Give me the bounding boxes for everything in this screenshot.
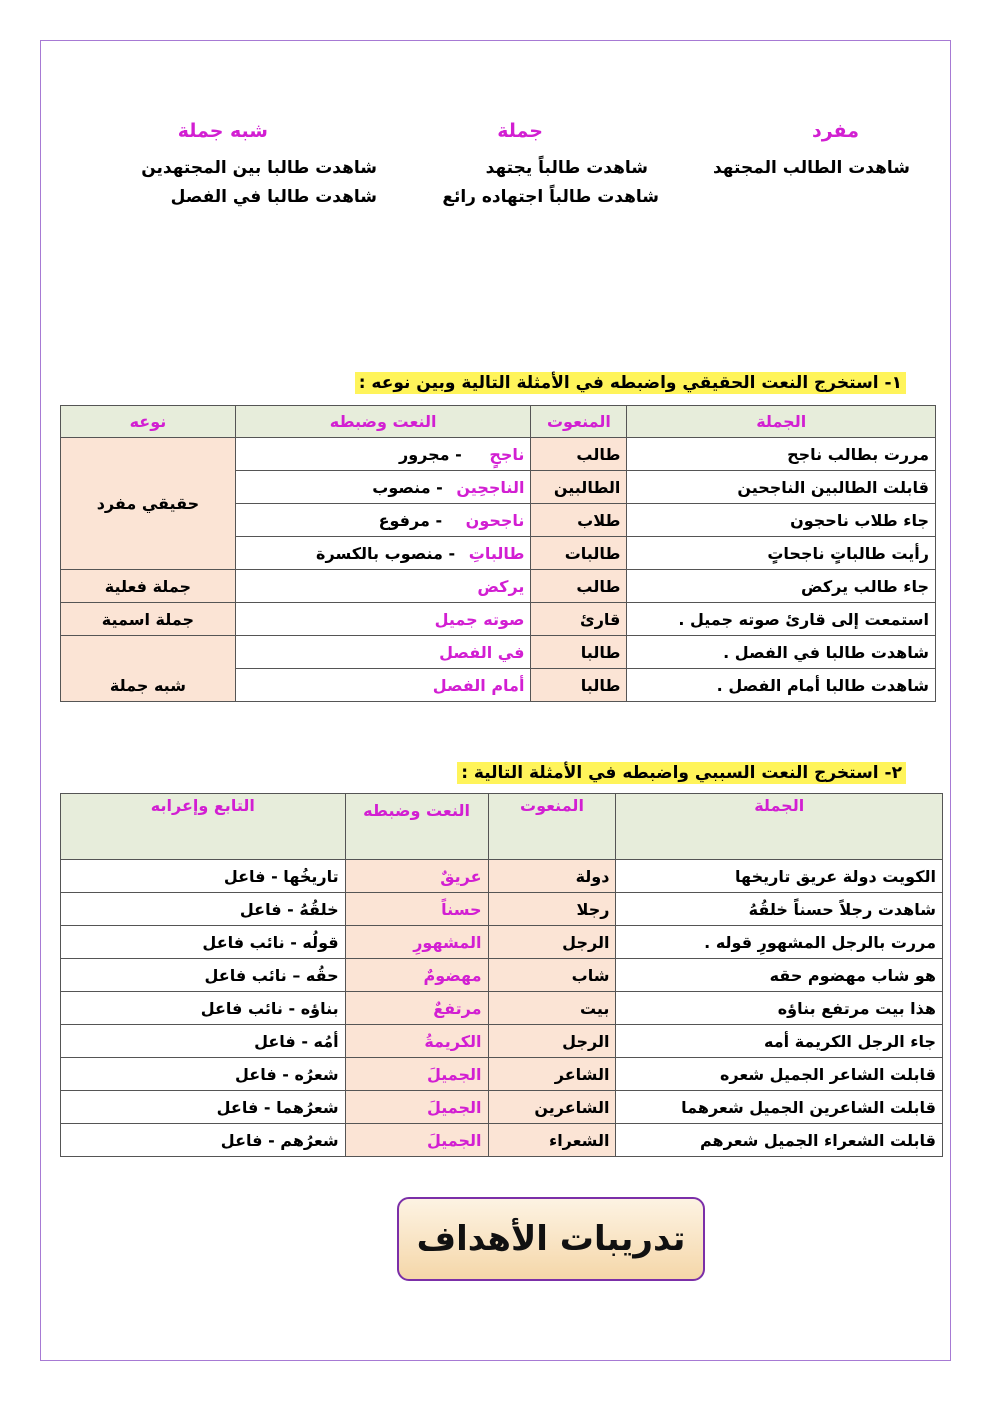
example-mufrad-1: شاهدت الطالب المجتهد [712,158,910,178]
cell-noun: بيت [488,992,616,1025]
cell-adjective: المشهورِ [345,926,488,959]
cell-follower: أمُه - فاعل [61,1025,346,1058]
cell-adjective [235,570,531,603]
cell-adjective: حسناً [345,893,488,926]
cell-noun: طالبا [531,636,627,669]
cell-follower: شعرُهم - فاعل [61,1124,346,1157]
adjective-text: ناجحون [465,510,525,530]
case-text: - مجرور [399,444,462,464]
cell-follower: حقُه – نائب فاعل [61,959,346,992]
cell-sentence: الكويت دولة عريق تاريخها [616,860,943,893]
cell-adjective: مهضومٌ [345,959,488,992]
adjective-text: الناجحِين [456,477,525,497]
cell-noun: دولة [488,860,616,893]
cell-sentence: قابلت الشاعر الجميل شعره [616,1058,943,1091]
cell-sentence: قابلت الشاعرين الجميل شعرهما [616,1091,943,1124]
cell-adjective: مرتفعٌ [345,992,488,1025]
cell-sentence: قابلت الشعراء الجميل شعرهم [616,1124,943,1157]
table-row [61,636,936,669]
adjective-text: في الفصل [439,642,525,662]
cell-noun: رجلا [488,893,616,926]
table-row [61,1058,943,1091]
section2-heading: ٢- استخرج النعت السببي واضبطه في الأمثلة التالية : [457,762,906,784]
cell-adjective [235,438,531,471]
cell-adjective: عريقٌ [345,860,488,893]
cell-follower: خلقُهُ - فاعل [61,893,346,926]
cell-kind: حقيقي مفرد [61,438,236,570]
header-noun: المنعوت [488,794,616,860]
table-real-adjective [60,405,936,702]
adjective-text: طالباتِ [468,543,525,563]
case-text: - مرفوع [378,510,443,530]
cell-kind: جملة اسمية [61,603,236,636]
cell-noun: الرجل [488,926,616,959]
table-row [61,438,936,471]
section1-heading: ١- استخرج النعت الحقيقي واضبطه في الأمثلة التالية وبين نوعه : [355,372,906,394]
cell-adjective [235,636,531,669]
cell-sentence: شاهدت رجلاً حسناً خلقُهُ [616,893,943,926]
example-jumla-2: شاهدت طالباً اجتهاده رائع [442,187,659,207]
objectives-training-badge [397,1197,705,1281]
header-adjective: النعت وضبطه [345,794,488,860]
badge-label: تدريبات الأهداف [416,1219,686,1259]
adjective-text: ناجحٍ [489,444,525,464]
table-row [61,1091,943,1124]
cell-kind: جملة فعلية [61,570,236,603]
cell-noun: الشاعر [488,1058,616,1091]
cell-sentence: جاء طالب يركض [627,570,936,603]
cell-sentence: مررت بطالب ناجح [627,438,936,471]
cell-noun: طالبات [531,537,627,570]
type-title-mufrad: مفرد [811,120,859,142]
header-kind: نوعه [61,406,236,438]
case-text: - منصوب [372,477,443,497]
header-sentence: الجملة [616,794,943,860]
table-row [61,603,936,636]
table-row [61,1124,943,1157]
cell-sentence: هذا بيت مرتفع بناؤه [616,992,943,1025]
cell-adjective: الجميلَ [345,1058,488,1091]
cell-adjective [235,669,531,702]
table-row [61,570,936,603]
adjective-text: يركض [477,576,525,596]
header-noun: المنعوت [531,406,627,438]
cell-sentence: هو شاب مهضوم حقه [616,959,943,992]
header-follower: التابع وإعرابه [61,794,346,860]
case-text: - منصوب بالكسرة [316,543,456,563]
cell-noun: الرجل [488,1025,616,1058]
cell-noun: الشعراء [488,1124,616,1157]
cell-adjective: الجميلَ [345,1091,488,1124]
example-jumla-1: شاهدت طالباً يجتهد [485,158,648,178]
cell-noun: طلاب [531,504,627,537]
table-row [61,959,943,992]
table-row [61,860,943,893]
example-shibh-2: شاهدت طالبا في الفصل [170,187,377,207]
cell-follower: تاريخُها - فاعل [61,860,346,893]
table-causal-adjective [60,793,943,1157]
header-adjective: النعت وضبطه [235,406,531,438]
cell-follower: قولُه - نائب فاعل [61,926,346,959]
type-title-jumla: جملة [497,120,543,142]
type-title-shibh: شبه جملة [177,120,268,142]
cell-sentence: شاهدت طالبا أمام الفصل . [627,669,936,702]
cell-sentence: استمعت إلى قارئ صوته جميل . [627,603,936,636]
adjective-text: صوته جميل [434,609,525,629]
table-row [61,926,943,959]
cell-noun: طالبا [531,669,627,702]
cell-kind: شبه جملة [61,636,236,702]
cell-noun: شاب [488,959,616,992]
cell-follower: بناؤه - نائب فاعل [61,992,346,1025]
cell-adjective [235,537,531,570]
cell-noun: قارئ [531,603,627,636]
table-row [61,893,943,926]
cell-adjective [235,603,531,636]
table-row [61,1025,943,1058]
table-row [61,992,943,1025]
cell-follower: شعرُه - فاعل [61,1058,346,1091]
cell-sentence: مررت بالرجل المشهورِ قوله . [616,926,943,959]
cell-adjective [235,471,531,504]
header-sentence: الجملة [627,406,936,438]
cell-noun: الطالبين [531,471,627,504]
cell-noun: الشاعرين [488,1091,616,1124]
cell-noun: طالب [531,570,627,603]
adjective-text: أمام الفصل [432,675,525,695]
example-shibh-1: شاهدت طالبا بين المجتهدين [141,158,377,178]
cell-adjective: الجميلَ [345,1124,488,1157]
cell-sentence: رأيت طالباتٍ ناجحاتٍ [627,537,936,570]
cell-sentence: جاء طلاب ناحجون [627,504,936,537]
cell-adjective [235,504,531,537]
cell-adjective: الكريمةُ [345,1025,488,1058]
cell-sentence: جاء الرجل الكريمة أمه [616,1025,943,1058]
cell-noun: طالب [531,438,627,471]
cell-follower: شعرُهما - فاعل [61,1091,346,1124]
cell-sentence: قابلت الطالبين الناجحين [627,471,936,504]
cell-sentence: شاهدت طالبا في الفصل . [627,636,936,669]
